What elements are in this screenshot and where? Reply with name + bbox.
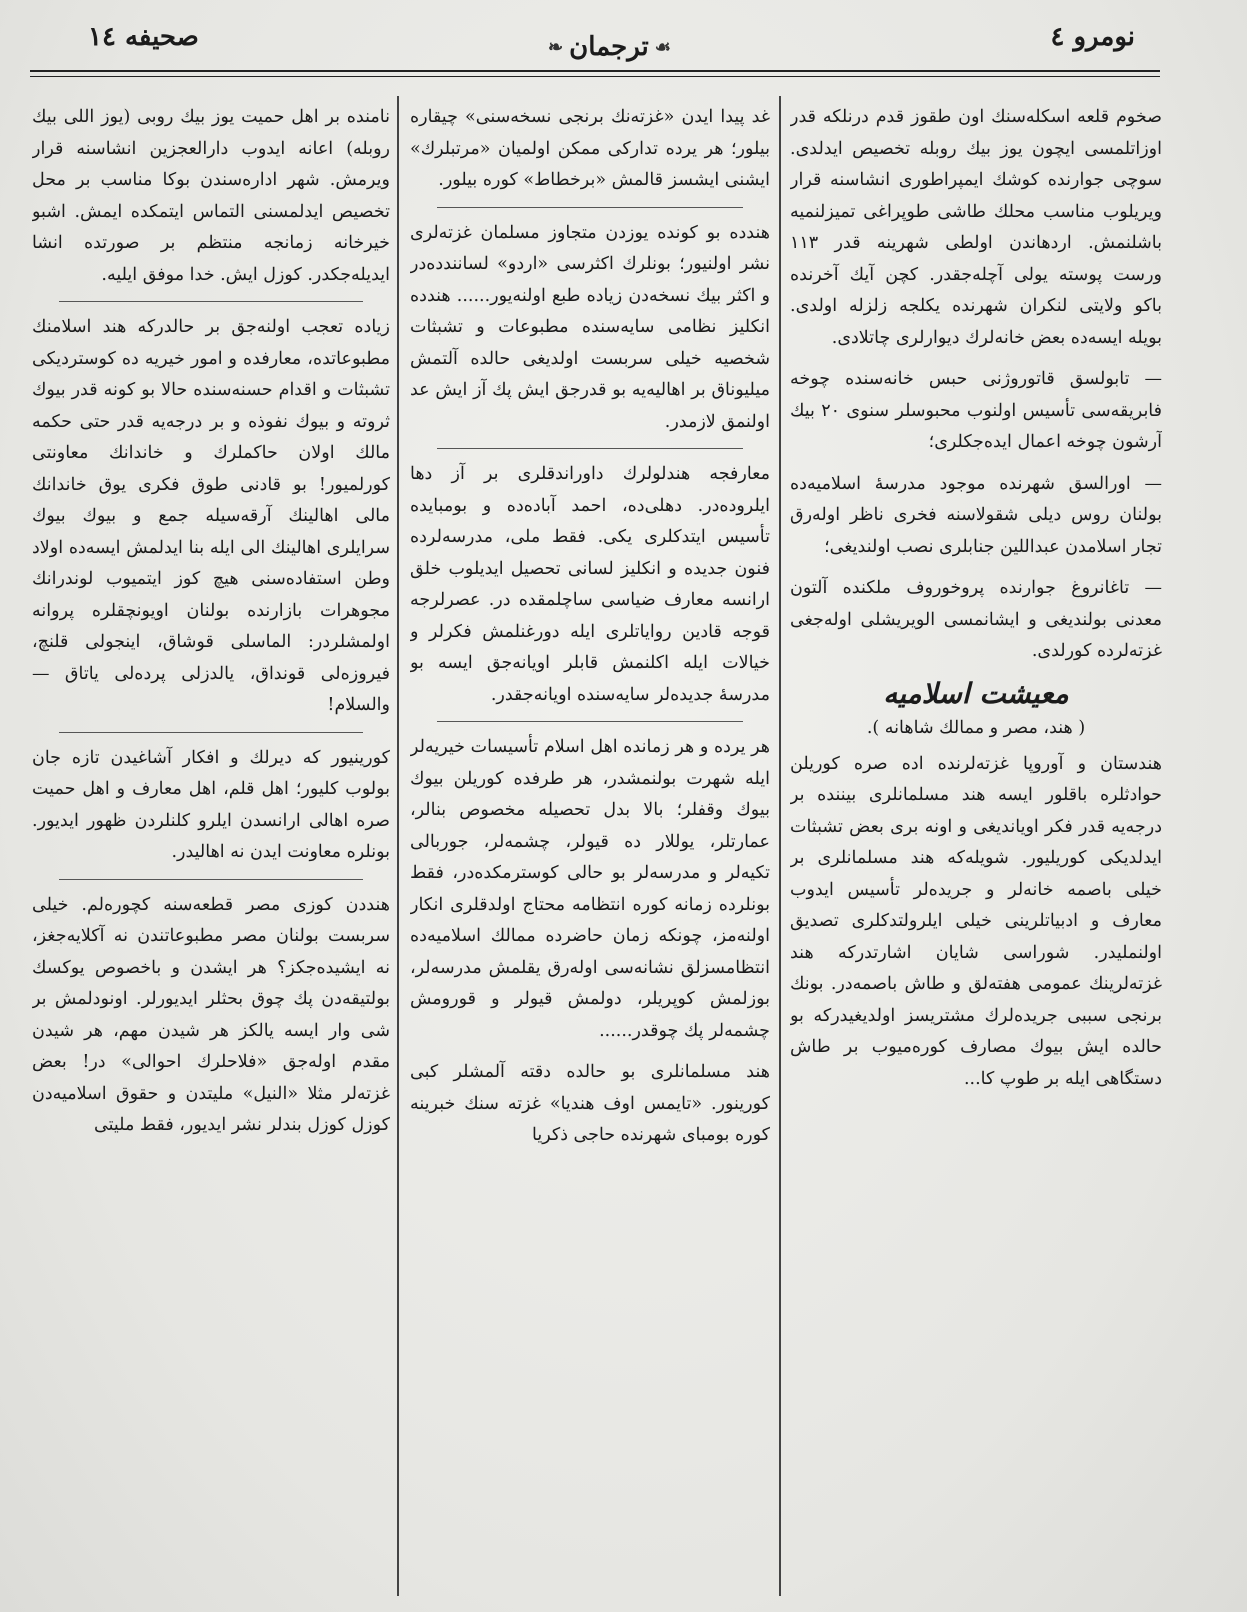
separator [59,301,363,302]
column-divider [397,96,399,1596]
header-rule-thin [30,76,1160,77]
left-ornament-icon: ❧ [548,36,564,58]
paragraph: هنددن كوزى مصر قطعه‌سنه كچوره‌لم. خيلى سربست بولنان مصر مطبوعاتندن نه آكلايه‌جغز، نه ايشيده‌جكز؟ هر ايشدن و باخصوص يوكسك بولتيقه‌دن پك چوق بحثلر ايديورلر. اونودلمش بر شى وار ايسه يالكز هر شيدن مهم، هر شيدن مقدم اوله‌جق «فلاحلرك احوالى» در! بعض غزته‌لر مثلا «النيل» مليتدن و حقوق اسلاميه‌دن كوزل كوزل بندلر نشر ايديور، فقط مليتى [32,894,390,1135]
column-left [32,102,390,1602]
paragraph: هند مسلمانلرى بو حالده دقته آلمشلر كبى كورينور. «تايمس اوف هنديا» غزته سنك خبرينه كوره بومباى شهرنده حاجى ذكريا [410,1062,770,1145]
paragraph: هندده بو كونده يوزدن متجاوز مسلمان غزته‌لرى نشر اولنيور؛ بونلرك اكثرسى «اردو» لسانندده‌در و اكثر بيك نسخه‌دن زياده طبع اولنه‌يور...... هندده انكليز نظامى سايه‌سنده مطبوعات و تشبثات شخصيه خيلى سربست اولديغى حالده آلتمش ميليوناق بر اهاليه‌يه بو قدرجق ايش پك آز ايش عد اولنمق لازمدر. [410,222,770,432]
section-subtitle: ( هند، مصر و ممالك شاهانه ). [866,718,1086,738]
separator [437,448,743,449]
paragraph: — اورالسق شهرنده موجود مدرسهٔ اسلاميه‌ده بولنان روس ديلى شقولاسنه فخرى ناظر اوله‌رق تجار اسلامدن عبداللين جنابلرى نصب اولندیغى؛ [790,473,1162,557]
section-title: معيشت اسلاميه [883,676,1069,710]
paragraph: — تابولسق قاتوروژنى حبس خانه‌سنده چوخه فابريقه‌سى تأسيس اولنوب محبوسلر سنوى ٢٠ بيك آرشون چوخه اعمال ايده‌جكلرى؛ [790,369,1162,452]
column-right [790,102,1162,1602]
paragraph: معارفجه هندلولرك داوراندقلرى بر آز دها ايلروده‌در. دهلى‌ده، احمد آباده‌ده و بومبايده تأسيس ايتدكلرى يكى. فقط ملى، مدرسه‌لرده فنون جديده و انكليز لسانى تحصيل ايديلوب خلق ارانسه معارف ضياسى ساچلمقده در. عصرلرجه قوجه قادين رواياتلرى ايله دورغنلمش فكرلر و خيالات ايله اكلنمش قابلر اويانه‌جق ايسه بو مدرسهٔ جديده‌لر سايه‌سنده اويانه‌جقدر. [410,464,770,705]
paragraph: هندستان و آوروپا غزته‌لرنده اده صره كوريلن حوادثلره باقلور ايسه هند مسلمانلرى بيننده بر درجه‌يه قدر فكر اوياندیغى و اونه برى بعض تشبثات ايدلديكى كوريليور. شويله‌كه هند مسلمانلرى بر خيلى باصمه خانه‌لر و جريده‌لر تأسيس ايدوب معارف و ادبياتلرينى خيلى ايلرولتدكلرى تصديق اولنمليدر. شوراسى شايان اشارتدركه هند غزته‌لرينك عمومى هفته‌لق و طاش باصمه‌در. بونك برنجى سببى جريده‌لرك مشتريسز اولديغيدركه بو حالده ايش بيوك مصارف كوره‌ميوب بر طاش دستگاهى ايله بر طوپ كا... [790,753,1162,1089]
newspaper-title: ترجمان [569,32,649,62]
page-number: صحيفه ١٤ [88,22,199,52]
paragraph: نامنده بر اهل حميت يوز بيك روبى (يوز اللى بيك روبله) اعانه ايدوب دارالعجزين انشاسنه قرار ويرمش. شهر اداره‌سندن بوكا مناسب بر محل تخصيص ايدلمسنى التماس ايتمكده ايمش. اشبو خيرخانه زمانجه منتظم بر صورتده انشا ايديله‌جكدر. كوزل ايش. خدا موفق ايليه. [32,107,390,285]
separator [437,207,743,208]
separator [59,732,363,733]
paragraph: زياده تعجب اولنه‌جق بر حالدركه هند اسلامنك مطبوعاتده، معارفده و امور خيريه ده كوستردیكى تشبثات و اقدام حسنه‌سنده حالا بو كونه قدر بيوك ثروته و بيوك نفوذه و بر درجه‌يه قدر حتى حكمه مالك اولان حاكملرك و خاندانك معاونتى كورلميور! بو قادنى طوق فكرى يوق خاندانك مالى اهالينك آرقه‌سيله جمع و بيوك بيوك سرايلرى اهالينك الى ايله بنا ايدلمش ايسه‌ده اولاد وطن استفاده‌سنى هيچ كوز ايتميوب لوندرانك مجوهرات بازارنده بولنان اويونچقلره پروانه اولمشلردر: الماسلى قوشاق، اينجولى قلنچ، فيروزه‌لى قونداق، يالدزلى پرده‌لى ياتاق — والسلام! [32,317,390,715]
paragraph: صخوم قلعه اسكله‌سنك اون طقوز قدم درنلكه قدر اوزاتلمسى ايچون يوز بيك روبله تخصيص ايدلدى. سوچى جوارنده كوشك ايمپراطورى انشاسنه قرار ويريلوب مناسب محلك طاشى طوپراغى تميزلنميه باشلنمش. اردهاندن اولطى شهرينه قدر ١١٣ ورست پوسته يولى آچله‌جقدر. كچن آيك آخرنده باكو ولايتى لنكران شهرنده يكلجه زلزله اولدى. بويله ايسه‌ده بعض خانه‌لرك ديوارلرى چاتلادى. [790,107,1162,348]
column-middle [410,102,770,1602]
column-divider [779,96,781,1596]
paragraph: غد پيدا ايدن «غزته‌نك برنجى نسخه‌سنى» چيقاره بيلور؛ هر يرده تداركى ممكن اولميان «مرتبلرك» ايشنى ايشسز قالمش «برخطاط» كوره بيلور. [410,107,770,190]
paragraph: — تاغانروغ جوارنده پروخوروف ملكنده آلتون معدنى بولنديغى و ايشانمسى الويريشلى اوله‌جغى غزته‌لرده كورلدى. [790,578,1162,661]
separator [59,879,363,880]
issue-number: نومرو ٤ [1050,22,1135,52]
right-ornament-icon: ☙ [654,36,671,58]
paragraph: هر يرده و هر زمانده اهل اسلام تأسيسات خيريه‌لر ايله شهرت بولنمشدر، هر طرفده كوريلن بيوك بيوك وقفلر؛ بالا بدل تحصيله مخصوص بنالر، عمارتلر، يوللار ده قيولر، چشمه‌لر، جوربالى تكيه‌لر و مدرسه‌لر بو حالى كوسترمكده‌در، فقط بونلرده زمانه كوره انتظامه محتاج اولدقلرى انكار اولنه‌مز، چونكه زمان حاضرده ممالك اسلاميه‌ده انتظامسزلق نشانه‌سى اوله‌رق يقلمش مدرسه‌لر، بوزلمش كوپريلر، دولمش قيولر و قورومش چشمه‌لر پك چوقدر...... [410,737,770,1041]
separator [437,721,743,722]
header-rule [30,70,1160,72]
masthead [548,22,671,72]
paragraph: كورينيور كه ديرلك و افكار آشاغيدن تازه جان بولوب كليور؛ اهل قلم، اهل معارف و اهل حميت صره اهالى ارانسدن ايلرو كلنلردن ظهور ايديور. بونلره معاونت ايدن نه اهاليدر. [32,747,390,862]
